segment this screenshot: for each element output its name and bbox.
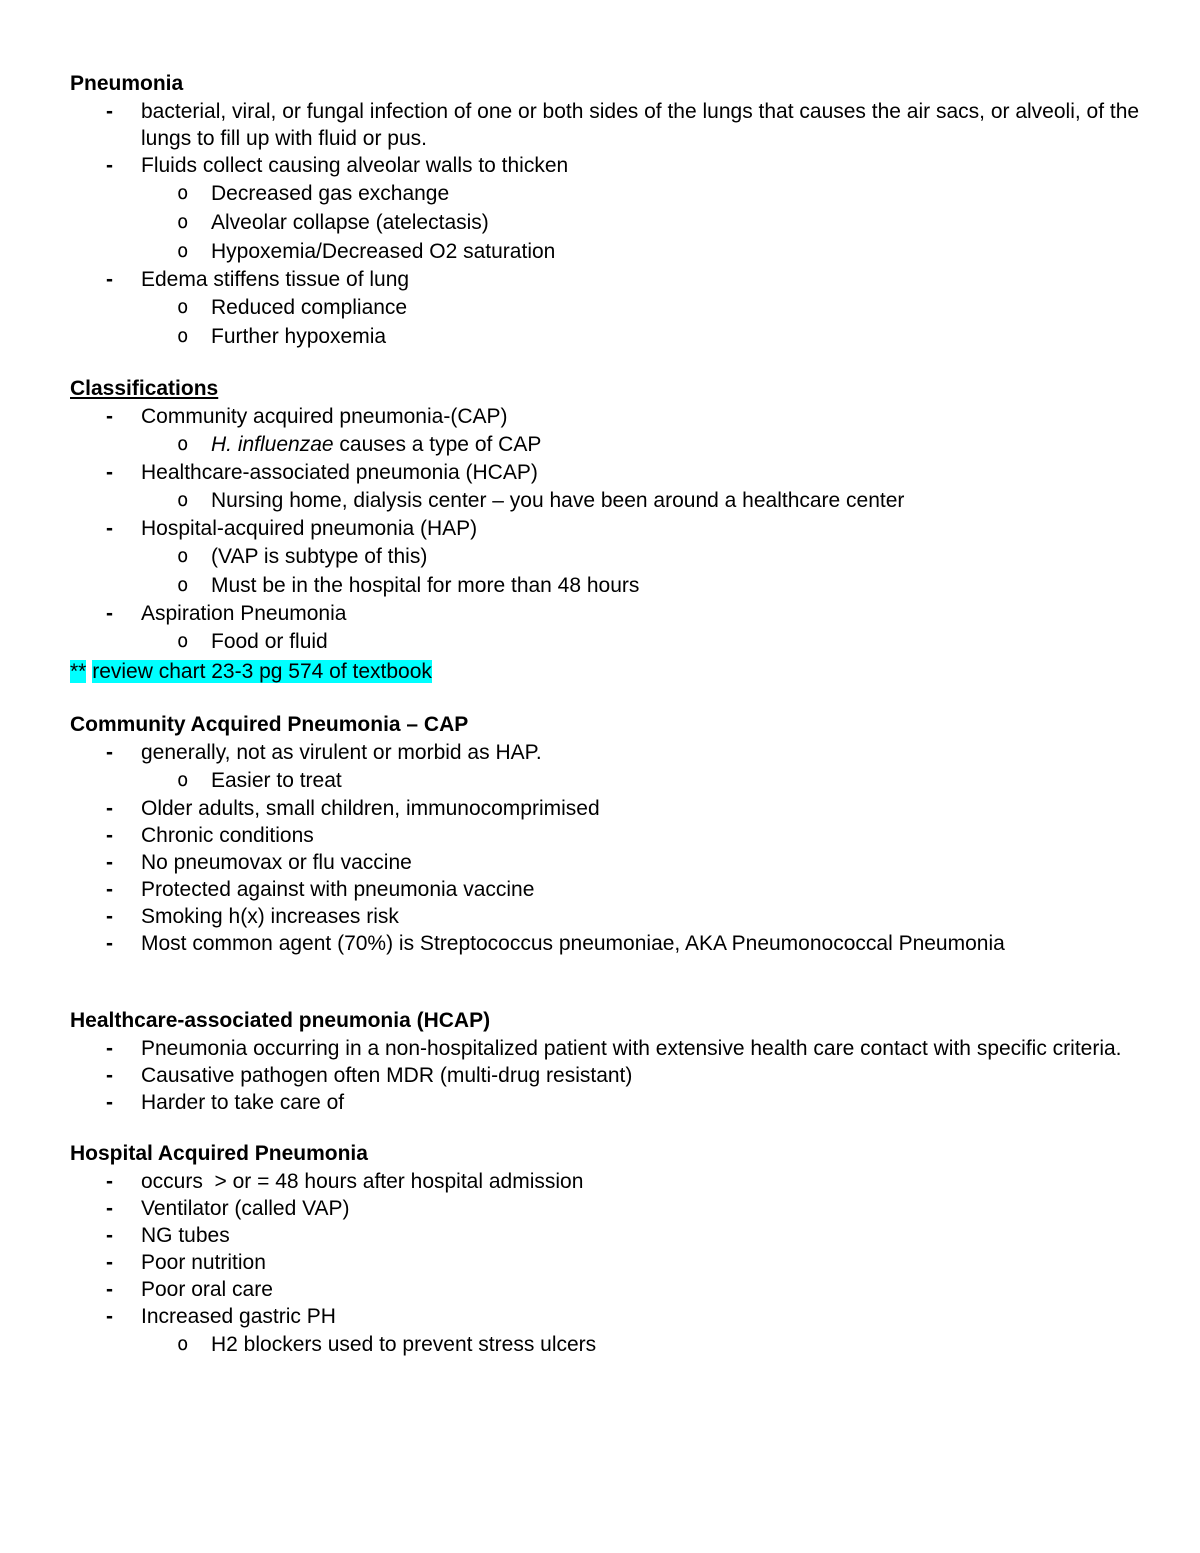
list-item-text: Ventilator (called VAP) [141, 1197, 350, 1220]
list-item-text: NG tubes [141, 1224, 230, 1247]
dash-marker: - [106, 1170, 113, 1193]
list-item [70, 930, 1140, 957]
sub-list-item [141, 322, 1140, 351]
italic-organism-name: H. influenzae [211, 433, 334, 456]
dash-marker: - [106, 1091, 113, 1114]
dash-marker: - [106, 154, 113, 177]
sub-list-item [141, 208, 1140, 237]
list-item [70, 459, 1140, 515]
sub-list-item [141, 430, 1140, 459]
dash-marker: - [106, 905, 113, 928]
list-item-text: Fluids collect causing alveolar walls to thicken [141, 154, 569, 177]
sub-list-item [141, 293, 1140, 322]
list-item-text: occurs > or = 48 hours after hospital admission [141, 1170, 584, 1193]
sub-list [141, 179, 1140, 266]
list-item-text: Causative pathogen often MDR (multi-drug resistant) [141, 1064, 633, 1087]
sub-item-text: (VAP is subtype of this) [211, 545, 428, 568]
list-item [70, 876, 1140, 903]
list-item [70, 1249, 1140, 1276]
list-item-text: Aspiration Pneumonia [141, 602, 347, 625]
dash-marker: - [106, 461, 113, 484]
spacer [70, 1116, 1140, 1140]
sub-item-text: Alveolar collapse (atelectasis) [211, 211, 489, 234]
bullet-marker: o [177, 489, 189, 511]
list-item [70, 1062, 1140, 1089]
bullet-marker: o [177, 630, 189, 652]
sub-list-item [141, 237, 1140, 266]
cap-list [70, 739, 1140, 957]
document-page [70, 70, 1140, 1359]
sub-list-item [141, 627, 1140, 656]
dash-marker: - [106, 851, 113, 874]
list-item [70, 1168, 1140, 1195]
sub-item-text: Easier to treat [211, 769, 342, 792]
list-item [70, 849, 1140, 876]
sub-list [141, 1330, 1140, 1359]
dash-marker: - [106, 268, 113, 291]
list-item [70, 152, 1140, 266]
list-item-text: Poor oral care [141, 1278, 273, 1301]
sub-list [141, 627, 1140, 656]
list-item [70, 903, 1140, 930]
dash-marker: - [106, 1278, 113, 1301]
list-item [70, 1303, 1140, 1359]
review-stars: ** [70, 660, 87, 683]
list-item [70, 1195, 1140, 1222]
sub-list-item [141, 179, 1140, 208]
sub-item-text-rest: causes a type of CAP [333, 433, 542, 456]
list-item [70, 1035, 1140, 1062]
sub-list [141, 486, 1140, 515]
review-note [70, 656, 1140, 687]
bullet-marker: o [177, 296, 189, 318]
classifications-list [70, 403, 1140, 656]
list-item [70, 515, 1140, 600]
list-item [70, 822, 1140, 849]
sub-item-text: Reduced compliance [211, 296, 408, 319]
list-item-text: Healthcare-associated pneumonia (HCAP) [141, 461, 538, 484]
list-item [70, 600, 1140, 656]
list-item [70, 795, 1140, 822]
sub-item-text: Food or fluid [211, 630, 328, 653]
sub-list-item [141, 542, 1140, 571]
list-item-text: Hospital-acquired pneumonia (HAP) [141, 517, 478, 540]
list-item-text: Community acquired pneumonia-(CAP) [141, 405, 508, 428]
list-item [70, 1089, 1140, 1116]
bullet-marker: o [177, 545, 189, 567]
sub-list [141, 293, 1140, 351]
hcap-list [70, 1035, 1140, 1116]
bullet-marker: o [177, 211, 189, 233]
sub-item-text: Decreased gas exchange [211, 182, 450, 205]
dash-marker: - [106, 741, 113, 764]
dash-marker: - [106, 1305, 113, 1328]
sub-list-item [141, 766, 1140, 795]
list-item-text: Protected against with pneumonia vaccine [141, 878, 535, 901]
list-item-text: Increased gastric PH [141, 1305, 336, 1328]
dash-marker: - [106, 1224, 113, 1247]
bullet-marker: o [177, 769, 189, 791]
list-item [70, 1222, 1140, 1249]
section-heading-pneumonia: Pneumonia [70, 72, 184, 95]
sub-item-text: Must be in the hospital for more than 48 hours [211, 574, 640, 597]
list-item-text: Harder to take care of [141, 1091, 345, 1114]
pneumonia-list [70, 98, 1140, 351]
list-item-text: generally, not as virulent or morbid as HAP. [141, 741, 542, 764]
list-item [70, 739, 1140, 795]
spacer [70, 687, 1140, 711]
sub-list [141, 430, 1140, 459]
list-item [70, 403, 1140, 459]
sub-list-item [141, 571, 1140, 600]
sub-item-text: Hypoxemia/Decreased O2 saturation [211, 240, 556, 263]
dash-marker: - [106, 1251, 113, 1274]
dash-marker: - [106, 878, 113, 901]
dash-marker: - [106, 824, 113, 847]
sub-item-text: Further hypoxemia [211, 325, 387, 348]
section-heading-classifications: Classifications [70, 377, 219, 400]
dash-marker: - [106, 1064, 113, 1087]
list-item-text: Older adults, small children, immunocomprimised [141, 797, 600, 820]
bullet-marker: o [177, 433, 189, 455]
hap-list [70, 1168, 1140, 1359]
sub-item-text: Nursing home, dialysis center – you have been around a healthcare center [211, 489, 905, 512]
dash-marker: - [106, 1197, 113, 1220]
list-item-text: Most common agent (70%) is Streptococcus pneumoniae, AKA Pneumonococcal Pneumonia [141, 932, 1005, 955]
list-item [70, 98, 1140, 152]
list-item-text: No pneumovax or flu vaccine [141, 851, 412, 874]
list-item-text: Poor nutrition [141, 1251, 266, 1274]
bullet-marker: o [177, 574, 189, 596]
dash-marker: - [106, 517, 113, 540]
bullet-marker: o [177, 182, 189, 204]
bullet-marker: o [177, 325, 189, 347]
dash-marker: - [106, 932, 113, 955]
list-item-text: Smoking h(x) increases risk [141, 905, 399, 928]
review-note-text: review chart 23-3 pg 574 of textbook [92, 660, 432, 683]
sub-list [141, 766, 1140, 795]
bullet-marker: o [177, 1333, 189, 1355]
dash-marker: - [106, 1037, 113, 1060]
spacer [70, 351, 1140, 375]
dash-marker: - [106, 100, 113, 123]
dash-marker: - [106, 405, 113, 428]
spacer [70, 957, 1140, 1007]
section-heading-cap: Community Acquired Pneumonia – CAP [70, 713, 469, 736]
section-heading-hap: Hospital Acquired Pneumonia [70, 1142, 368, 1165]
dash-marker: - [106, 602, 113, 625]
sub-item-text: H2 blockers used to prevent stress ulcers [211, 1333, 597, 1356]
list-item-text: Pneumonia occurring in a non-hospitalized patient with extensive health care contact with specific criteria. [141, 1037, 1122, 1060]
dash-marker: - [106, 797, 113, 820]
section-heading-hcap: Healthcare-associated pneumonia (HCAP) [70, 1009, 491, 1032]
list-item [70, 266, 1140, 351]
sub-item-text [211, 430, 1140, 459]
sub-list-item [141, 486, 1140, 515]
bullet-marker: o [177, 240, 189, 262]
list-item-text: bacterial, viral, or fungal infection of one or both sides of the lungs that causes the air sacs, or alveoli, of the lungs to fill up with fluid or pus. [141, 100, 1140, 150]
list-item-text: Chronic conditions [141, 824, 314, 847]
sub-list-item [141, 1330, 1140, 1359]
sub-list [141, 542, 1140, 600]
list-item-text: Edema stiffens tissue of lung [141, 268, 410, 291]
list-item [70, 1276, 1140, 1303]
